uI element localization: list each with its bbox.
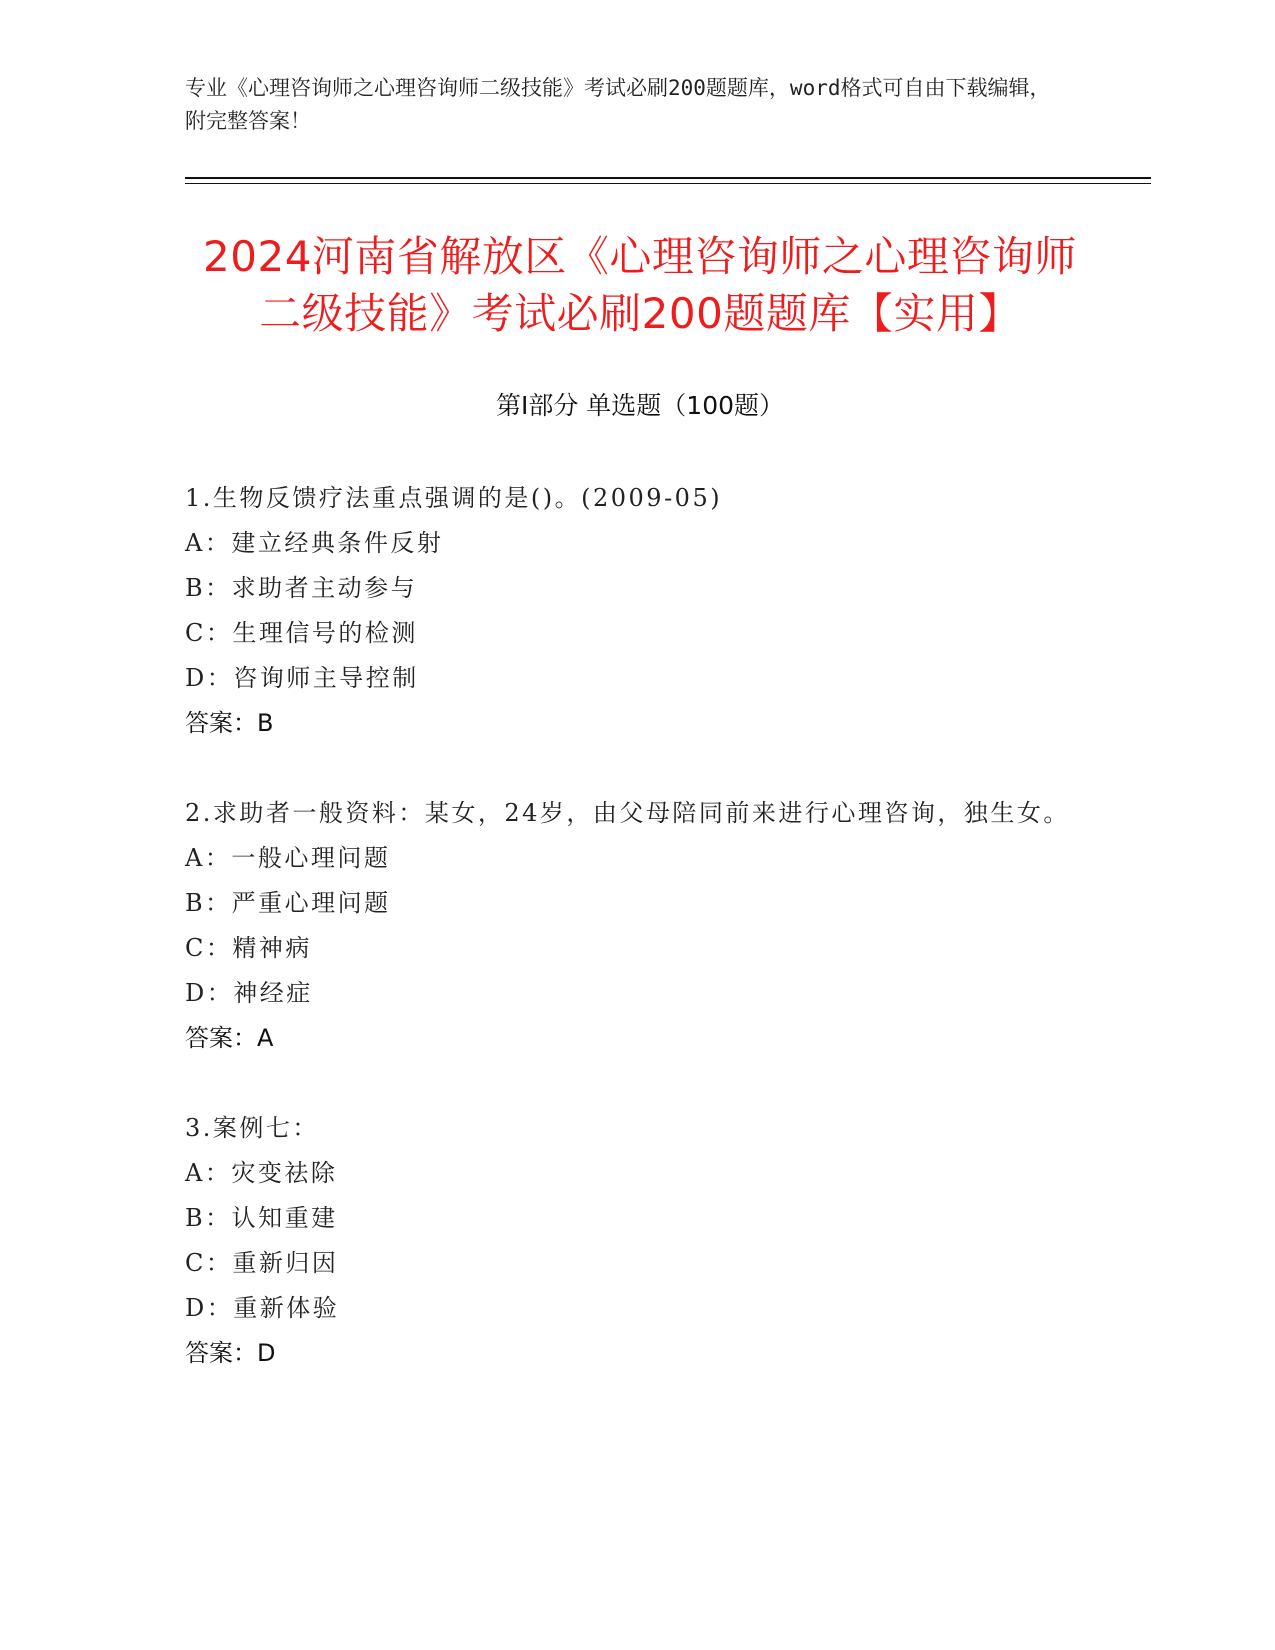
question-stem: 1.生物反馈疗法重点强调的是()。(2009-05) (185, 484, 723, 512)
section-heading: 第I部分 单选题（100题） (495, 391, 785, 420)
answer: 答案：D (185, 1339, 276, 1367)
option-b: B：求助者主动参与 (185, 574, 418, 602)
header-rule-thin (185, 183, 1151, 184)
answer: 答案：A (185, 1024, 274, 1052)
option-c: C：精神病 (185, 934, 312, 962)
document-title: 2024河南省解放区《心理咨询师之心理咨询师二级技能》考试必刷200题题库【实用】 (203, 232, 1077, 338)
option-b: B：认知重建 (185, 1204, 338, 1232)
option-a: A：一般心理问题 (185, 844, 391, 872)
question-1 (185, 476, 1085, 746)
option-b: B：严重心理问题 (185, 889, 391, 917)
option-d: D：重新体验 (185, 1294, 340, 1322)
option-c: C：生理信号的检测 (185, 619, 418, 647)
option-d: D：神经症 (185, 979, 313, 1007)
option-a: A：建立经典条件反射 (185, 529, 444, 557)
question-stem: 2.求助者一般资料：某女，24岁，由父母陪同前来进行心理咨询，独生女。 (185, 799, 1070, 827)
question-list (185, 476, 1085, 1421)
header-rule-thick (185, 177, 1151, 179)
question-2 (185, 791, 1085, 1061)
option-a: A：灾变祛除 (185, 1159, 338, 1187)
question-3 (185, 1106, 1085, 1376)
answer: 答案：B (185, 709, 274, 737)
question-stem: 3.案例七： (185, 1114, 319, 1142)
option-d: D：咨询师主导控制 (185, 664, 419, 692)
option-c: C：重新归因 (185, 1249, 339, 1277)
header-note: 专业《心理咨询师之心理咨询师二级技能》考试必刷200题题库，word格式可自由下载编辑，附完整答案！ (185, 76, 1051, 133)
